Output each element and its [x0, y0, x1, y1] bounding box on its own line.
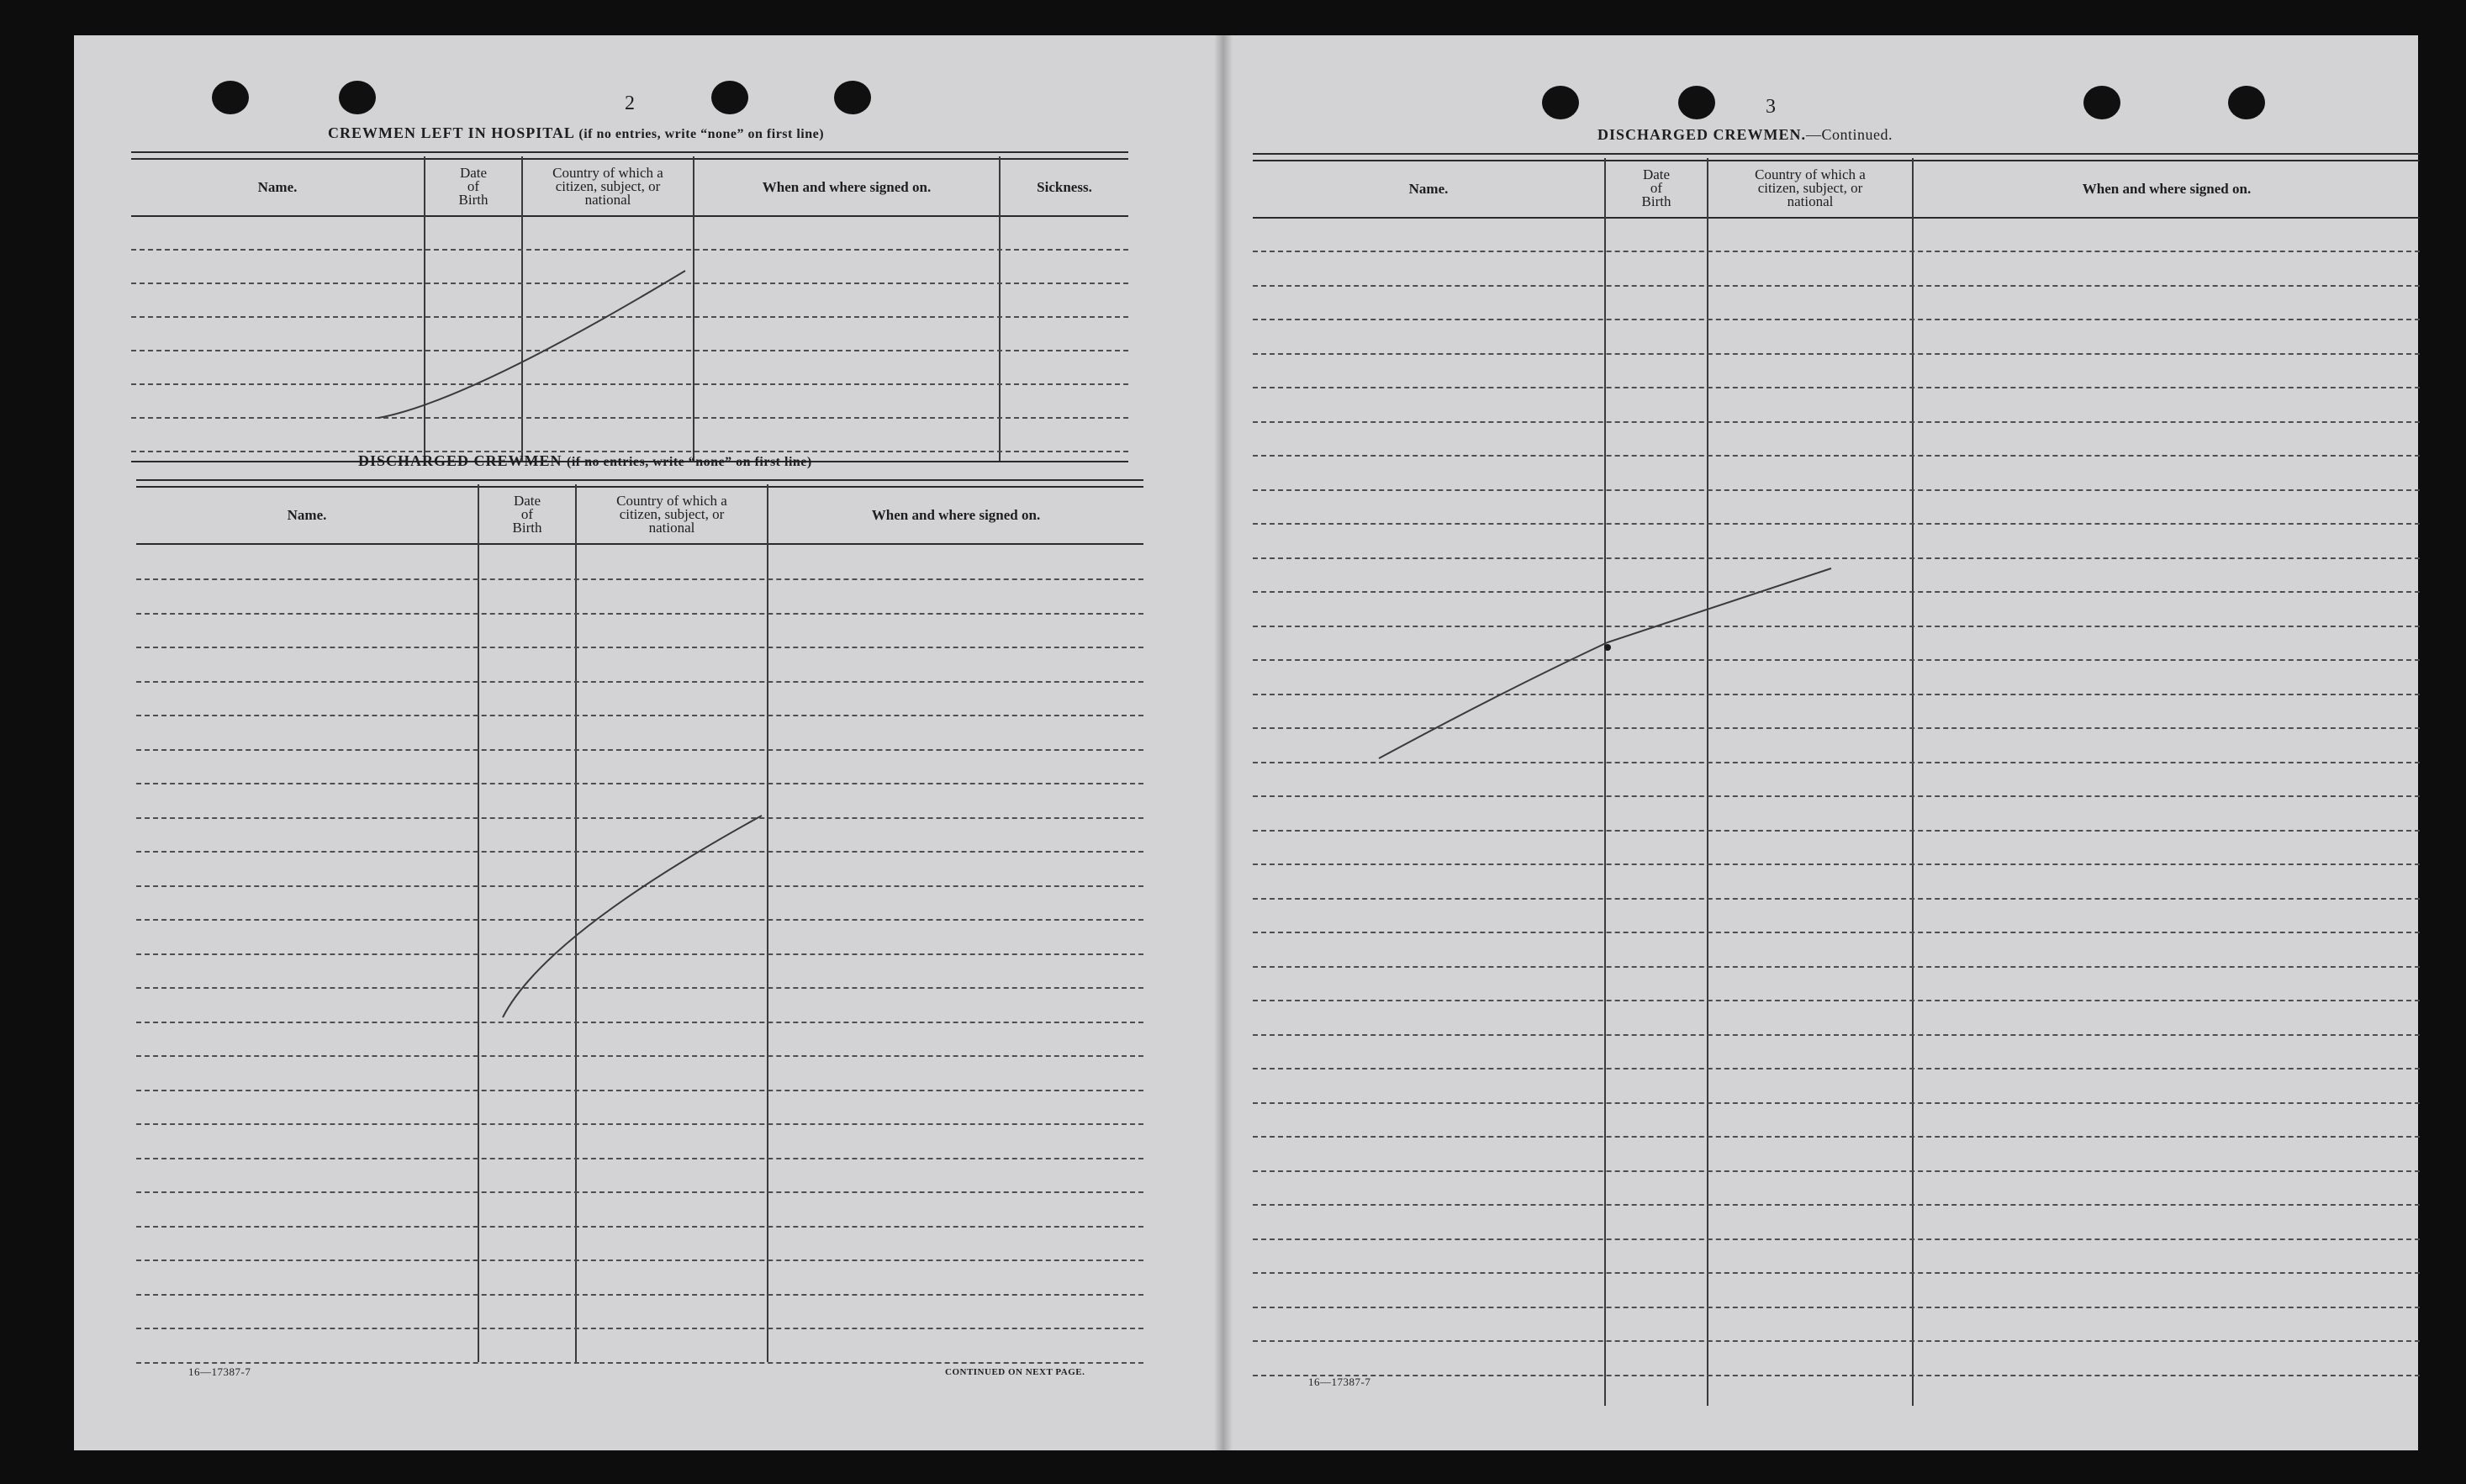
pencil-strike [378, 271, 685, 418]
column-header-name: Name. [257, 178, 298, 195]
continued-suffix: —Continued. [1806, 126, 1893, 143]
column-header-country: Country of which a citizen, subject, or national [552, 164, 663, 209]
continued-note: CONTINUED ON NEXT PAGE. [945, 1367, 1085, 1377]
discharged-title-text: DISCHARGED CREWMEN [358, 452, 562, 469]
form-number: 16—17387-7 [1308, 1376, 1371, 1388]
pencil-marks [74, 35, 2418, 1450]
column-header-name: Name. [287, 506, 327, 523]
hospital-title-text: CREWMEN LEFT IN HOSPITAL [328, 124, 574, 141]
column-header-date-of-birth: Date of Birth [458, 164, 488, 209]
column-header-sickness: Sickness. [1037, 178, 1092, 195]
page-number: 3 [1766, 96, 1776, 118]
column-header-signed-on: When and where signed on. [871, 506, 1041, 523]
column-header-date-of-birth: Date of Birth [512, 492, 542, 536]
column-header-country: Country of which a citizen, subject, or national [616, 492, 727, 536]
column-header-signed-on: When and where signed on. [762, 178, 932, 195]
column-header-signed-on: When and where signed on. [2082, 180, 2252, 197]
discharged-title-note: (if no entries, write “none” on first line) [567, 455, 812, 469]
discharged-continued-title-text: DISCHARGED CREWMEN. [1597, 126, 1807, 143]
pencil-strike [1379, 568, 1831, 758]
form-number: 16—17387-7 [188, 1365, 251, 1378]
hospital-title-note: (if no entries, write “none” on first line) [578, 127, 825, 141]
column-header-date-of-birth: Date of Birth [1641, 166, 1671, 210]
ink-dot [1604, 644, 1611, 651]
column-header-country: Country of which a citizen, subject, or national [1755, 166, 1866, 210]
column-header-name: Name. [1408, 180, 1449, 197]
page-number: 2 [625, 92, 635, 114]
form-sheet [74, 35, 2418, 1450]
pencil-strike [503, 816, 762, 1017]
